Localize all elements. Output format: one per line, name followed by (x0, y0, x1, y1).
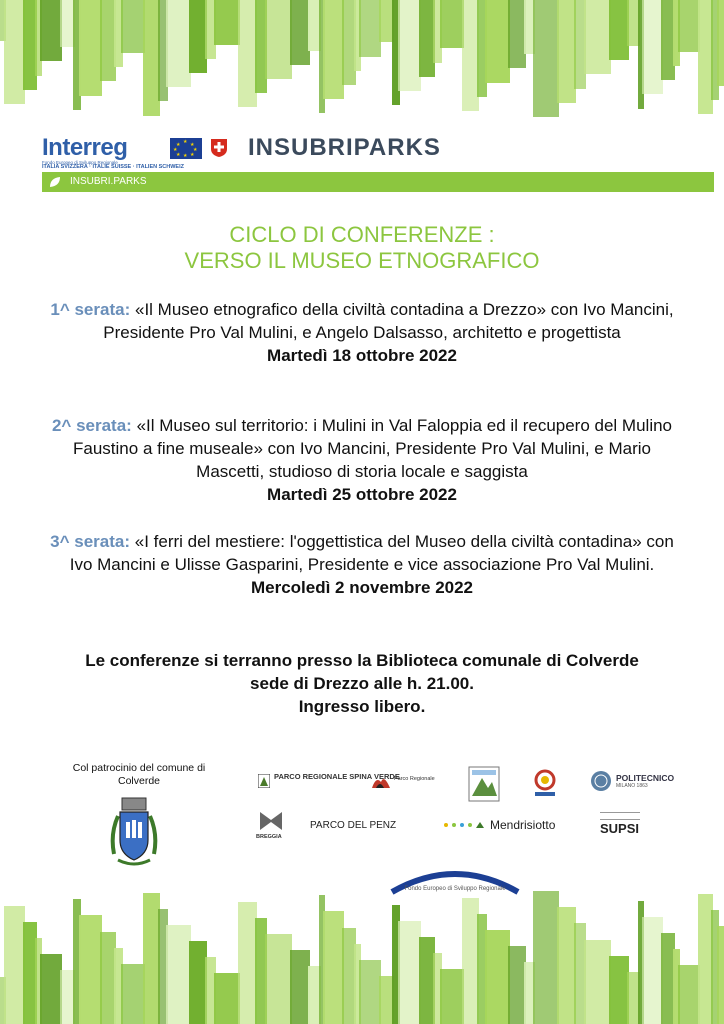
colverde-crest-icon (108, 794, 160, 872)
decorative-stripe (609, 0, 629, 60)
closing-notice (30, 649, 694, 718)
top-decoration (0, 0, 724, 118)
decorative-stripe (166, 925, 191, 1024)
decorative-stripe (359, 960, 381, 1024)
decorative-stripe (323, 0, 344, 99)
event-description: «Il Museo etnografico della civiltà contadina a Drezzo» con Ivo Mancini, Presidente Pro Val Mulini, e Angelo Dalsasso, architetto e progettista (103, 300, 674, 342)
decorative-stripe (398, 921, 421, 1024)
parco-mountain-logo (468, 766, 500, 802)
decorative-stripe (290, 0, 310, 65)
parco-regionale-logo (370, 772, 440, 794)
decorative-stripe (440, 0, 464, 48)
decorative-stripe (79, 0, 102, 96)
politecnico-text: POLITECNICO (616, 773, 675, 783)
politecnico-logo (590, 770, 680, 794)
decorative-stripe (642, 0, 663, 94)
decorative-stripe (717, 0, 724, 86)
event-label: 2^ serata: (51, 416, 132, 435)
decorative-stripe (121, 964, 145, 1024)
politecnico-subtext: MILANO 1863 (616, 783, 648, 789)
decorative-stripe (678, 965, 700, 1024)
decorative-stripe (4, 906, 25, 1024)
event-date: Martedì 18 ottobre 2022 (267, 346, 457, 365)
decorative-stripe (642, 917, 663, 1024)
insubriparks-banner (42, 172, 714, 192)
insubriparks-logo: INSUBRIPARKS (248, 134, 441, 161)
decorative-stripe (359, 0, 381, 57)
flame-icon (370, 774, 392, 790)
interreg-logo: Interreg (42, 134, 128, 161)
decorative-stripe (717, 926, 724, 1024)
patronage-text: Col patrocinio del comune di Colverde (72, 762, 206, 787)
interreg-subtitle: Fondo Europeo di Sviluppo Regionale (42, 160, 118, 165)
decorative-stripe (533, 891, 559, 1024)
decorative-stripe (584, 0, 611, 74)
banner-label: INSUBRI.PARKS (70, 176, 147, 187)
breggia-logo (256, 810, 288, 844)
decorative-stripe (678, 0, 700, 52)
parco-regionale-text: Parco Regionale (394, 776, 435, 782)
penz-logo: PARCO DEL PENZ (310, 820, 397, 831)
decorative-stripe (265, 0, 292, 79)
mendrisiotto-logo (442, 818, 572, 834)
event-description: «I ferri del mestiere: l'oggettistica del Museo della civiltà contadina» con Ivo Mancini e Ulisse Gasparini, Presidente e vice associazione Pro Val Mulini. (69, 532, 674, 574)
fesr-text: Fondo Europeo di Sviluppo Regionale (404, 886, 506, 892)
decorative-stripe (214, 973, 240, 1024)
bottom-decoration (0, 890, 724, 1024)
decorative-stripe (323, 911, 344, 1024)
event-date: Martedì 25 ottobre 2022 (267, 485, 457, 504)
decorative-stripe (533, 0, 559, 117)
decorative-stripe (485, 0, 510, 83)
breggia-icon (258, 810, 284, 832)
decorative-stripe (121, 0, 145, 53)
spina-verde-icon (258, 774, 270, 788)
decorative-stripe (40, 0, 62, 61)
decorative-stripe (398, 0, 421, 91)
closing-line-3: Ingresso libero. (298, 697, 426, 716)
title-line-1: CICLO DI CONFERENZE : (229, 222, 495, 247)
event-label: 1^ serata: (50, 300, 131, 319)
event-description: «Il Museo sul territorio: i Mulini in Val Faloppia ed il recupero del Mulino Faustino a fine museale» con Ivo Mancini, Presidente Pro Val Mulini, e Mario Mascetti, studioso di storia locale e saggista (73, 416, 673, 481)
decorative-stripe (440, 969, 464, 1024)
decorative-stripe (485, 930, 510, 1024)
politecnico-seal-icon (590, 770, 612, 792)
decorative-stripe (40, 954, 62, 1024)
mendrisiotto-text: Mendrisiotto (490, 818, 556, 832)
decorative-stripe (584, 940, 611, 1024)
decorative-stripe (265, 934, 292, 1024)
supsi-logo (600, 812, 670, 838)
event-1 (40, 298, 684, 367)
decorative-stripe (214, 0, 240, 45)
breggia-text: BREGGIA (256, 834, 282, 840)
closing-line-2: sede di Drezzo alle h. 21.00. (250, 674, 474, 693)
decorative-stripe (290, 950, 310, 1024)
title-line-2: VERSO IL MUSEO ETNOGRAFICO (184, 248, 540, 273)
eu-flag-icon: ★ ★ ★ ★ ★ ★ ★ ★ (170, 138, 202, 159)
event-2 (40, 414, 684, 506)
spina-verde-text: PARCO REGIONALE SPINA VERDE (274, 772, 400, 781)
swiss-italian-flag-icon (210, 138, 228, 158)
interreg-countries: ITALIA SVIZZERA · ITALIE SUISSE · ITALIEN SCHWEIZ (42, 164, 184, 170)
leaf-icon (48, 175, 62, 189)
decorative-stripe (166, 0, 191, 87)
mendrisiotto-dots-icon (442, 820, 488, 830)
decorative-stripe (4, 0, 25, 104)
decorative-stripe (79, 915, 102, 1024)
decorative-stripe (609, 956, 629, 1024)
supsi-tagline-lines (600, 812, 640, 820)
event-date: Mercoledì 2 novembre 2022 (250, 578, 474, 597)
closing-line-1: Le conferenze si terranno presso la Biblioteca comunale di Colverde (85, 651, 639, 670)
event-label: 3^ serata: (50, 532, 131, 551)
event-3 (40, 530, 684, 599)
val-mulini-logo (532, 768, 558, 798)
supsi-text: SUPSI (600, 821, 640, 836)
